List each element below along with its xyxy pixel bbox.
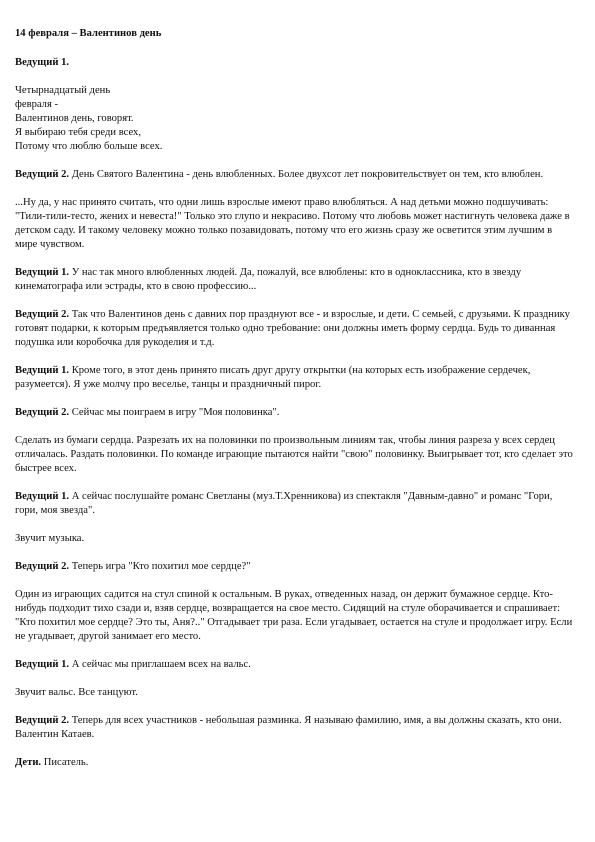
- paragraph: [15, 588, 573, 644]
- paragraph: [15, 364, 573, 392]
- poem-line: февраля -: [15, 99, 58, 110]
- paragraph: [15, 434, 573, 476]
- speaker-label: Ведущий 1.: [15, 659, 70, 670]
- paragraph-text: А сейчас послушайте романс Светланы (муз.Т.Хренникова) из спектакля "Давным-давно" и романс "Гори, гори, моя звезда".: [15, 491, 553, 516]
- paragraph: [15, 532, 573, 546]
- paragraph: [15, 196, 573, 252]
- paragraph-text: Теперь игра "Кто похитил мое сердце?": [71, 561, 251, 572]
- paragraph: [15, 406, 573, 420]
- document-body: [15, 56, 573, 770]
- paragraph-text: ...Ну да, у нас принято считать, что одни лишь взрослые имеют право влюбляться. А над детьми можно подшучивать: "Тили-тили-тесто, жених и невеста!" Только это глупо и некрасиво. Потому что любовь может настигнуть человека даже в детском саду. И такому человеку можно только позавидовать, потому что его жизнь сразу же осветится этим лучшим в мире чувством.: [15, 197, 570, 250]
- paragraph-text: Сейчас мы поиграем в игру "Моя половинка".: [71, 407, 280, 418]
- speaker-label: Ведущий 1.: [15, 365, 70, 376]
- paragraph: [15, 756, 573, 770]
- poem-line: Четырнадцатый день: [15, 85, 111, 96]
- paragraph-text: Теперь для всех участников - небольшая разминка. Я называю фамилию, имя, а вы должны сказать, кто они. Валентин Катаев.: [15, 715, 562, 740]
- paragraph-text: Так что Валентинов день с давних пор празднуют все - и взрослые, и дети. С семьей, с друзьями. К празднику готовят подарки, к которым предъявляется только одно требование: они должны иметь форму сердца. Будь то диванная подушка или коробочка для рукоделия и т.д.: [15, 309, 570, 348]
- paragraph: [15, 658, 573, 672]
- paragraph-text: Писатель.: [43, 757, 89, 768]
- speaker-label: Ведущий 2.: [15, 407, 70, 418]
- document-title: 14 февраля – Валентинов день: [15, 28, 162, 39]
- paragraph: [15, 168, 573, 182]
- paragraph: [15, 266, 573, 294]
- paragraph: [15, 56, 573, 70]
- paragraph: [15, 308, 573, 350]
- paragraph-text: Один из играющих садится на стул спиной к остальным. В руках, отведенных назад, он держит бумажное сердце. Кто-нибудь подходит тихо сзади и, взяв сердце, возвращается на свое место. Сидящий на стуле оборачивается и спрашивает: "Кто похитил мое сердце? Это ты, Аня?.." Отгадывает три раза. Если угадывает, остается на стуле и продолжает игру. Если не угадывает, другой занимает его место.: [15, 589, 573, 642]
- speaker-label: Ведущий 2.: [15, 561, 70, 572]
- paragraph-text: А сейчас мы приглашаем всех на вальс.: [71, 659, 251, 670]
- speaker-label: Ведущий 2.: [15, 715, 70, 726]
- speaker-label: Ведущий 2.: [15, 169, 70, 180]
- speaker-label: Ведущий 1.: [15, 491, 70, 502]
- speaker-label: Дети.: [15, 757, 42, 768]
- paragraph: [15, 686, 573, 700]
- speaker-label: Ведущий 1.: [15, 267, 70, 278]
- paragraph: [15, 490, 573, 518]
- paragraph: [15, 560, 573, 574]
- poem-line: Я выбираю тебя среди всех,: [15, 127, 141, 138]
- paragraph-text: День Святого Валентина - день влюбленных. Более двухсот лет покровительствует он тем, кто влюблен.: [71, 169, 544, 180]
- paragraph-text: Сделать из бумаги сердца. Разрезать их на половинки по произвольным линиям так, чтобы линия разреза у всех сердец отличалась. Раздать половинки. По команде играющие пытаются найти "свою" половинку. Выигрывает тот, кто сделает это быстрее всех.: [15, 435, 573, 474]
- speaker-label: Ведущий 1.: [15, 57, 70, 68]
- speaker-label: Ведущий 2.: [15, 309, 70, 320]
- paragraph-text: Звучит вальс. Все танцуют.: [15, 687, 138, 698]
- paragraph: [15, 714, 573, 742]
- poem-paragraph: [15, 84, 573, 154]
- paragraph-text: У нас так много влюбленных людей. Да, пожалуй, все влюблены: кто в одноклассника, кто в звезду кинематографа или эстрады, кто в свою профессию...: [15, 267, 522, 292]
- poem-line: Потому что люблю больше всех.: [15, 141, 163, 152]
- paragraph-text: Кроме того, в этот день принято писать друг другу открытки (на которых есть изображение сердечек, разумеется). Я уже молчу про веселье, танцы и праздничный пирог.: [15, 365, 531, 390]
- poem-line: Валентинов день, говорят.: [15, 113, 134, 124]
- paragraph-text: Звучит музыка.: [15, 533, 85, 544]
